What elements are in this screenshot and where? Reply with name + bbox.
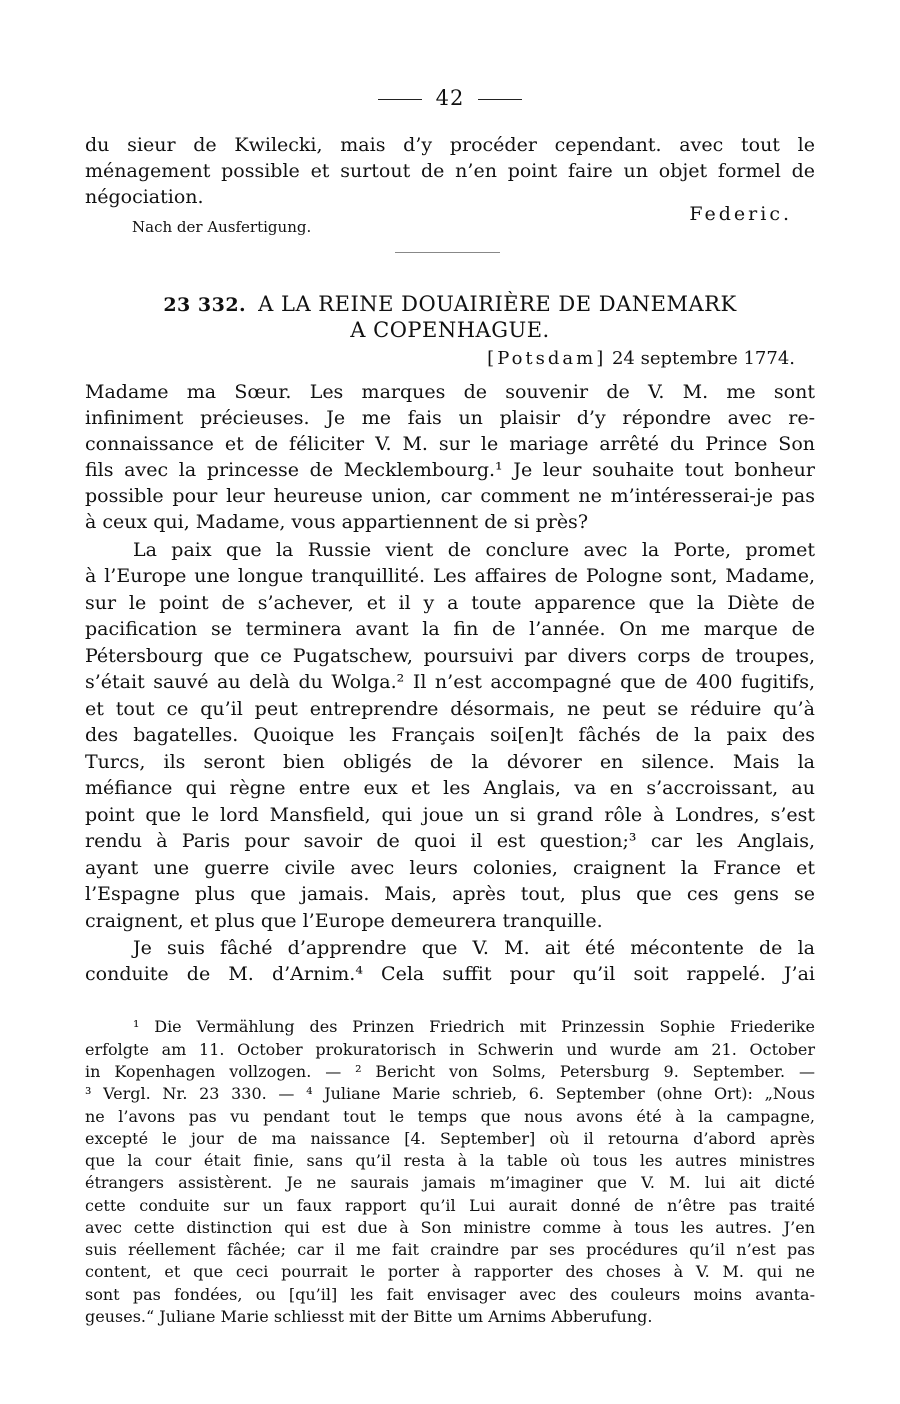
body-line: s’était sauvé au delà du Wolga.² Il n’est accompagné que de 400 fugitifs, (85, 671, 815, 693)
body-line: à l’Europe une longue tranquillité. Les affaires de Pologne sont, Madame, (85, 565, 815, 587)
footnote-line: in Kopenhagen vollzogen. — ² Bericht von Solms, Petersburg 9. September. — (85, 1062, 815, 1081)
footnote-line: sont pas fondées, ou [qu’il] les fait envisager avec des couleurs moins avanta- (85, 1285, 815, 1304)
footnote-line: cette conduite sur un faux rapport qu’il Lui aurait donné de n’être pas traité (85, 1196, 815, 1215)
body-line: sur le point de s’achever, et il y a toute apparence que la Diète de (85, 592, 815, 614)
body-line: Madame ma Sœur. Les marques de souvenir de V. M. me sont (85, 381, 815, 403)
footnote-line: suis réellement fâchée; car il me fait craindre par ses procédures qu’il n’est pas (85, 1240, 815, 1259)
page-number-rule-right (478, 99, 522, 100)
dateline-place: [Potsdam] (487, 348, 607, 369)
body-line: conduite de M. d’Arnim.⁴ Cela suffit pour qu’il soit rappelé. J’ai (85, 963, 815, 985)
body-line: Pétersbourg que ce Pugatschew, poursuivi par divers corps de troupes, (85, 645, 815, 667)
section-divider (395, 252, 500, 253)
closing-line: ménagement possible et surtout de n’en point faire un objet formel de (85, 160, 815, 182)
dateline-date: 24 septembre 1774. (611, 348, 795, 369)
footnote-line: ³ Vergl. Nr. 23 330. — ⁴ Juliane Marie schrieb, 6. September (ohne Ort): „Nous (85, 1084, 815, 1103)
body-line: à ceux qui, Madame, vous appartiennent de si près? (85, 511, 588, 533)
body-line: fils avec la princesse de Mecklembourg.¹ Je leur souhaite tout bonheur (85, 459, 815, 481)
footnote-line: que la cour était finie, sans qu’il resta à la table où tous les autres ministres (85, 1151, 815, 1170)
body-line: point que le lord Mansfield, qui joue un si grand rôle à Londres, s’est (85, 804, 815, 826)
footnote-line: content, et que ceci pourrait le porter à rapporter des choses à V. M. qui ne (85, 1262, 815, 1281)
page-number-text: 42 (435, 86, 465, 110)
body-line: La paix que la Russie vient de conclure avec la Porte, promet (133, 539, 815, 561)
dateline (487, 348, 795, 369)
footnote-line: ¹ Die Vermählung des Prinzen Friedrich mit Prinzessin Sophie Friederike (133, 1017, 815, 1036)
closing-line: négociation. (85, 186, 204, 208)
footnote-line: étrangers assistèrent. Je ne saurais jamais m’imaginer que V. M. lui ait dicté (85, 1173, 815, 1192)
body-line: ayant une guerre civile avec leurs colonies, craignent la France et (85, 857, 815, 879)
body-line: craignent, et plus que l’Europe demeurera tranquille. (85, 910, 603, 932)
footnote-line: erfolgte am 11. October prokuratorisch in Schwerin und wurde am 21. October (85, 1040, 815, 1059)
footnote-line: ne l’avons pas vu pendant tout le temps que nous avons été à la campagne, (85, 1107, 815, 1126)
footnote-line: excepté le jour de ma naissance [4. September] où il retourna d’abord après (85, 1129, 815, 1148)
source-note: Nach der Ausfertigung. (132, 218, 312, 236)
body-line: rendu à Paris pour savoir de quoi il est question;³ car les Anglais, (85, 830, 815, 852)
letter-heading (0, 292, 900, 316)
body-line: possible pour leur heureuse union, car comment ne m’intéresserai-je pas (85, 485, 815, 507)
footnote-line: geuses.“ Juliane Marie schliesst mit der Bitte um Arnims Abberufung. (85, 1307, 653, 1326)
page-number (0, 86, 900, 110)
body-line: connaissance et de féliciter V. M. sur le mariage arrêté du Prince Son (85, 433, 815, 455)
body-line: l’Espagne plus que jamais. Mais, après tout, plus que ces gens se (85, 883, 815, 905)
page-number-rule-left (378, 99, 422, 100)
footnote-line: avec cette distinction qui est due à Son ministre comme à tous les autres. J’en (85, 1218, 815, 1237)
body-line: méfiance qui règne entre eux et les Anglais, va en s’accroissant, au (85, 777, 815, 799)
letter-number: 23 332. (163, 294, 247, 316)
body-line: et tout ce qu’il peut entreprendre désormais, ne peut se réduire qu’à (85, 698, 815, 720)
signature: Federic. (689, 203, 792, 225)
body-line: pacification se terminera avant la fin de l’année. On me marque de (85, 618, 815, 640)
letter-title-line1: A LA REINE DOUAIRIÈRE DE DANEMARK (258, 292, 737, 316)
body-line: infiniment précieuses. Je me fais un plaisir d’y répondre avec re- (85, 407, 815, 429)
body-line: des bagatelles. Quoique les Français soi[en]t fâchés de la paix des (85, 724, 815, 746)
closing-line: du sieur de Kwilecki, mais d’y procéder cependant. avec tout le (85, 134, 815, 156)
letter-title-line2: A COPENHAGUE. (350, 318, 550, 342)
body-line: Turcs, ils seront bien obligés de la dévorer en silence. Mais la (85, 751, 815, 773)
body-line: Je suis fâché d’apprendre que V. M. ait été mécontente de la (133, 937, 815, 959)
